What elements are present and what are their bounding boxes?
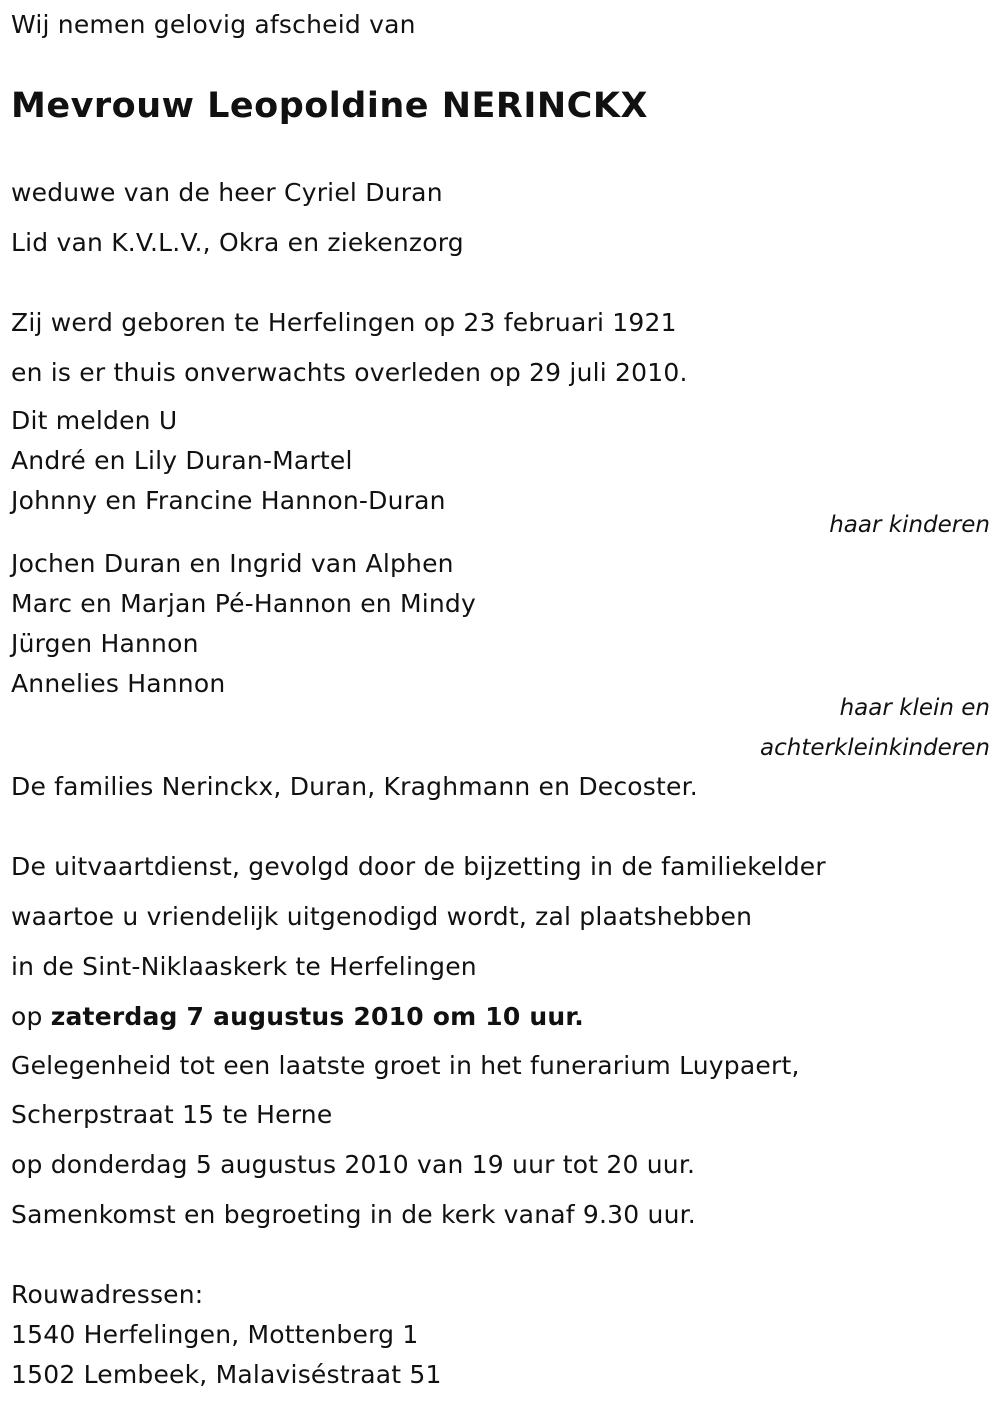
families-text: De families Nerinckx, Duran, Kraghmann en Decoster. xyxy=(11,772,698,801)
relation-text: weduwe van de heer Cyriel Duran xyxy=(11,178,443,207)
service-date-prefix: op xyxy=(11,1002,51,1031)
service-line-3: in de Sint-Niklaaskerk te Herfelingen xyxy=(11,952,477,981)
service-line-1: De uitvaartdienst, gevolgd door de bijzetting in de familiekelder xyxy=(11,852,826,881)
intro-text: Wij nemen gelovig afscheid van xyxy=(11,10,416,39)
addresses-label: Rouwadressen: xyxy=(11,1280,204,1309)
child-entry: André en Lily Duran-Martel xyxy=(11,446,353,475)
announce-text: Dit melden U xyxy=(11,406,178,435)
service-line-5: Gelegenheid tot een laatste groet in het funerarium Luypaert, xyxy=(11,1051,800,1080)
address-entry: 1502 Lembeek, Malaviséstraat 51 xyxy=(11,1360,442,1389)
service-line-2: waartoe u vriendelijk uitgenodigd wordt, zal plaatshebben xyxy=(11,902,753,931)
grandchild-entry: Annelies Hannon xyxy=(11,669,226,698)
birth-text: Zij werd geboren te Herfelingen op 23 februari 1921 xyxy=(11,308,677,337)
service-date-bold: zaterdag 7 augustus 2010 om 10 uur. xyxy=(50,1002,584,1031)
grandchildren-label-line1: haar klein en xyxy=(839,695,990,721)
grandchild-entry: Jürgen Hannon xyxy=(11,629,199,658)
grandchild-entry: Jochen Duran en Ingrid van Alphen xyxy=(11,549,454,578)
service-date xyxy=(11,1002,584,1032)
address-entry: 1540 Herfelingen, Mottenberg 1 xyxy=(11,1320,419,1349)
deceased-name: Mevrouw Leopoldine NERINCKX xyxy=(11,86,648,126)
service-line-7: op donderdag 5 augustus 2010 van 19 uur tot 20 uur. xyxy=(11,1150,696,1179)
children-label: haar kinderen xyxy=(829,512,990,538)
grandchild-entry: Marc en Marjan Pé-Hannon en Mindy xyxy=(11,589,476,618)
death-text: en is er thuis onverwachts overleden op 29 juli 2010. xyxy=(11,358,688,387)
membership-text: Lid van K.V.L.V., Okra en ziekenzorg xyxy=(11,228,464,257)
service-line-6: Scherpstraat 15 te Herne xyxy=(11,1100,333,1129)
child-entry: Johnny en Francine Hannon-Duran xyxy=(11,486,446,515)
service-line-8: Samenkomst en begroeting in de kerk vanaf 9.30 uur. xyxy=(11,1200,696,1229)
grandchildren-label-line2: achterkleinkinderen xyxy=(760,735,990,761)
